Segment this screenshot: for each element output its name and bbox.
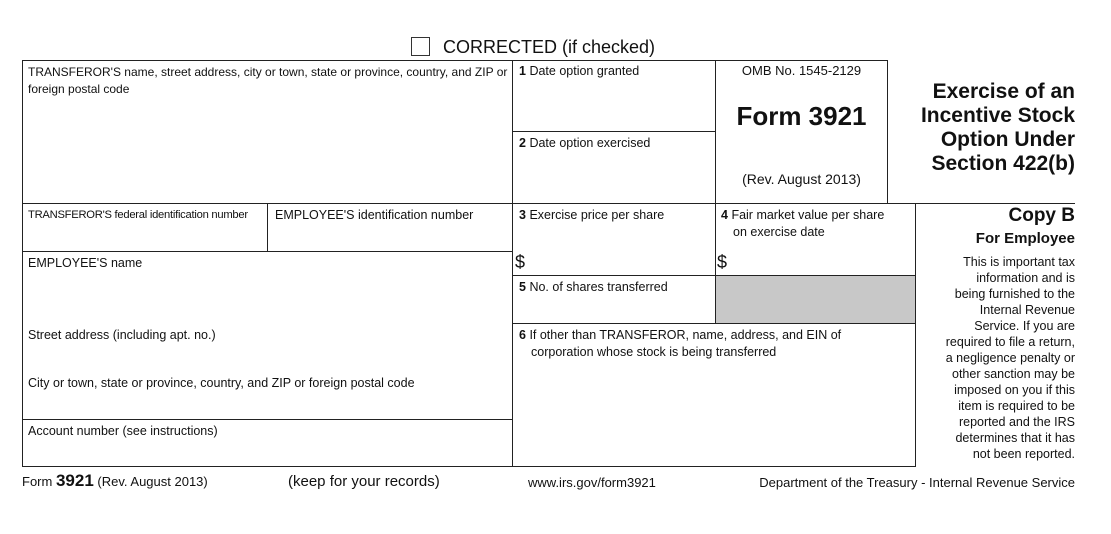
- form-heading-line2: Incentive Stock: [920, 104, 1075, 127]
- footer-url[interactable]: www.irs.gov/form3921: [528, 475, 656, 490]
- copy-label: Copy B: [1008, 205, 1075, 226]
- box4-text-2: on exercise date: [733, 225, 825, 239]
- box5-text: No. of shares transferred: [529, 280, 668, 294]
- box2-label: [519, 135, 650, 152]
- corrected-label: CORRECTED (if checked): [443, 37, 656, 57]
- omb-number: OMB No. 1545-2129: [741, 63, 862, 78]
- rule-h-ids: [22, 251, 513, 252]
- box3-currency: $: [515, 252, 526, 272]
- box2-field[interactable]: [513, 154, 715, 203]
- box1-text: Date option granted: [529, 64, 640, 78]
- notice-line: Service. If you are: [974, 319, 1075, 333]
- transferor-fid-label: TRANSFEROR'S federal identification number: [28, 209, 248, 221]
- footer-department: Department of the Treasury - Internal Revenue Service: [759, 475, 1075, 490]
- box3-number: 3: [519, 208, 526, 222]
- notice-line: This is important tax: [963, 255, 1075, 269]
- notice-line: required to file a return,: [945, 335, 1075, 349]
- shaded-box: [716, 276, 915, 323]
- street-address-label: Street address (including apt. no.): [28, 328, 216, 342]
- form-title: Form 3921: [736, 101, 867, 131]
- copy-notice: [918, 254, 1075, 462]
- form-revision: (Rev. August 2013): [742, 171, 861, 187]
- employee-name-field[interactable]: [23, 274, 512, 326]
- box3-field[interactable]: [528, 228, 715, 275]
- corrected-checkbox[interactable]: [411, 37, 430, 56]
- box6-field[interactable]: [513, 364, 915, 466]
- rule-h-box5: [512, 323, 916, 324]
- transferor-name-field[interactable]: [23, 100, 512, 202]
- rule-bottom-border: [22, 466, 916, 467]
- box6-text-2: corporation whose stock is being transferred: [531, 345, 777, 359]
- footer-revision: (Rev. August 2013): [97, 474, 208, 489]
- box4-label: [721, 207, 884, 224]
- transferor-name-label: TRANSFEROR'S name, street address, city or town, state or province, country, and ZIP or foreign postal code: [28, 65, 508, 96]
- city-label: City or town, state or province, country, and ZIP or foreign postal code: [28, 376, 415, 390]
- notice-line: other sanction may be: [952, 367, 1075, 381]
- footer-form-word: Form: [22, 474, 53, 489]
- copy-recipient: For Employee: [975, 230, 1075, 247]
- footer-form-number: 3921: [55, 471, 94, 490]
- box4-currency: $: [717, 252, 728, 272]
- form-heading-line3: Option Under: [940, 128, 1075, 151]
- form-heading-line1: Exercise of an: [932, 80, 1075, 103]
- notice-line: Internal Revenue: [979, 303, 1075, 317]
- rule-h-box1-box2: [512, 131, 716, 132]
- box4-number: 4: [721, 208, 728, 222]
- footer-form-id: [22, 471, 208, 492]
- form-heading-line4: Section 422(b): [931, 152, 1075, 175]
- notice-line: information and is: [976, 271, 1075, 285]
- rule-h-account: [22, 419, 513, 420]
- notice-line: reported and the IRS: [958, 415, 1075, 429]
- notice-line: determines that it has: [955, 431, 1075, 445]
- box4-field[interactable]: [730, 242, 915, 275]
- rule-v-formid-right: [887, 60, 888, 203]
- employee-id-label: EMPLOYEE'S identification number: [275, 208, 474, 222]
- account-number-label: Account number (see instructions): [28, 424, 218, 438]
- box4-text-1: Fair market value per share: [731, 208, 885, 222]
- box6-text-1: If other than TRANSFEROR, name, address, and EIN of: [529, 328, 842, 342]
- employee-id-field[interactable]: [268, 225, 512, 251]
- box3-label: [519, 207, 664, 224]
- transferor-fid-field[interactable]: [23, 225, 267, 251]
- box1-number: 1: [519, 64, 526, 78]
- footer-keep: (keep for your records): [288, 473, 440, 490]
- notice-line: imposed on you if this: [954, 383, 1075, 397]
- notice-line: not been reported.: [972, 447, 1075, 461]
- notice-line: a negligence penalty or: [945, 351, 1075, 365]
- box5-field[interactable]: [513, 298, 715, 323]
- street-address-field[interactable]: [23, 346, 512, 374]
- rule-top-left: [22, 60, 888, 61]
- box6-label: [519, 327, 841, 344]
- box5-number: 5: [519, 280, 526, 294]
- account-number-field[interactable]: [23, 441, 512, 466]
- box3-text: Exercise price per share: [529, 208, 665, 222]
- box5-label: [519, 279, 668, 296]
- city-field[interactable]: [23, 394, 512, 419]
- notice-line: being furnished to the: [954, 287, 1075, 301]
- box2-number: 2: [519, 136, 526, 150]
- box6-number: 6: [519, 328, 526, 342]
- rule-v-copy: [915, 203, 916, 467]
- box1-label: [519, 63, 639, 80]
- box1-field[interactable]: [513, 82, 715, 131]
- box2-text: Date option exercised: [529, 136, 651, 150]
- form-heading: [890, 80, 1075, 176]
- employee-name-label: EMPLOYEE'S name: [28, 256, 143, 270]
- notice-line: item is required to be: [958, 399, 1075, 413]
